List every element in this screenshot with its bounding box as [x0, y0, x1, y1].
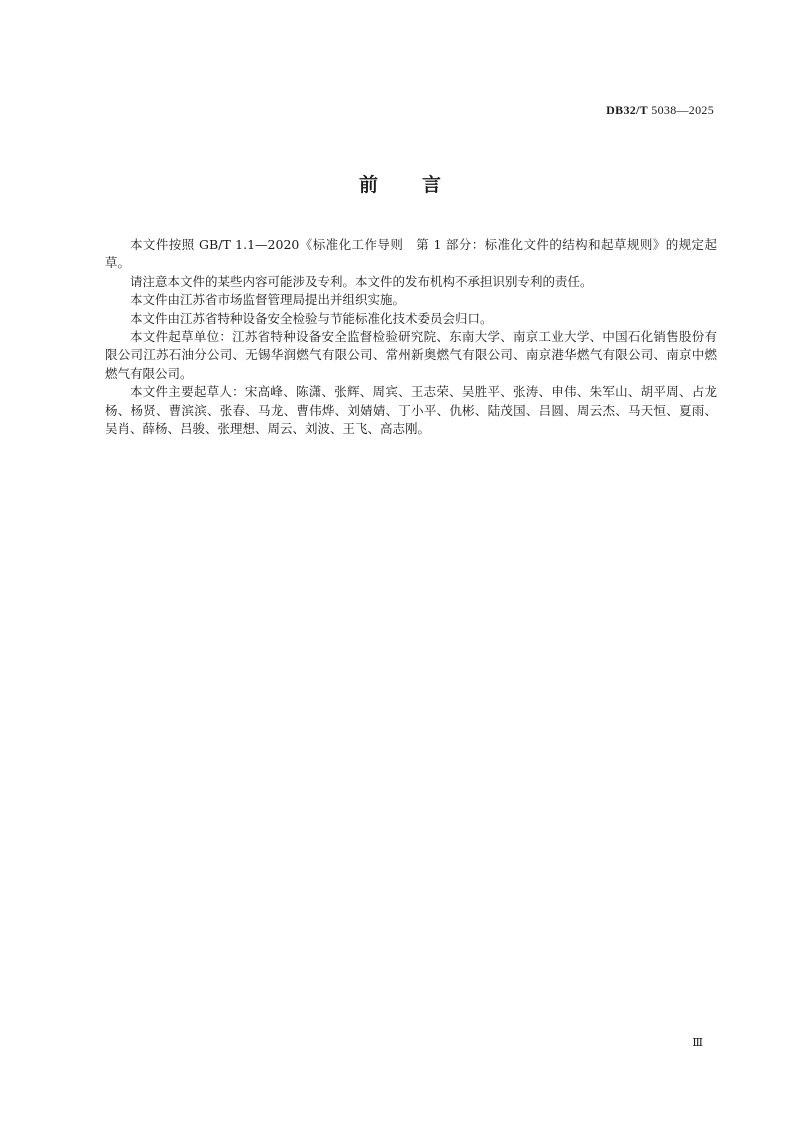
- paragraph-drafting-rule: 本文件按照 GB/T 1.1—2020《标准化工作导则 第 1 部分：标准化文件的结构和起草规则》的规定起草。: [105, 237, 717, 271]
- paragraph-patent-notice: 请注意本文件的某些内容可能涉及专利。本文件的发布机构不承担识别专利的责任。: [130, 273, 593, 289]
- paragraph-proposer: 本文件由江苏省市场监督管理局提出并组织实施。: [130, 292, 406, 308]
- paragraph-drafters: 本文件主要起草人：宋高峰、陈潇、张辉、周宾、王志荣、吴胜平、张涛、申伟、朱军山、胡平周、占龙杨、杨贤、曹滨滨、张春、马龙、曹伟烨、刘婧婧、丁小平、仇彬、陆茂国、吕圆、周云杰、马天恒、夏雨、吴肖、薛杨、吕骏、张理想、周云、刘波、王飞、高志刚。: [105, 384, 717, 437]
- foreword-body: [105, 236, 717, 438]
- document-code-number: 5038—2025: [651, 103, 714, 117]
- page-number: Ⅲ: [692, 1036, 703, 1049]
- paragraph-drafting-units: 本文件起草单位：江苏省特种设备安全监督检验研究院、东南大学、南京工业大学、中国石化销售股份有限公司江苏石油分公司、无锡华润燃气有限公司、常州新奥燃气有限公司、南京港华燃气有限公司、南京中燃燃气有限公司。: [105, 329, 717, 381]
- paragraph-technical-committee: 本文件由江苏省特种设备安全检验与节能标准化技术委员会归口。: [130, 310, 493, 326]
- page-title: 前言: [358, 174, 485, 196]
- document-code-prefix: DB32/T: [606, 103, 648, 117]
- document-code: [606, 103, 714, 118]
